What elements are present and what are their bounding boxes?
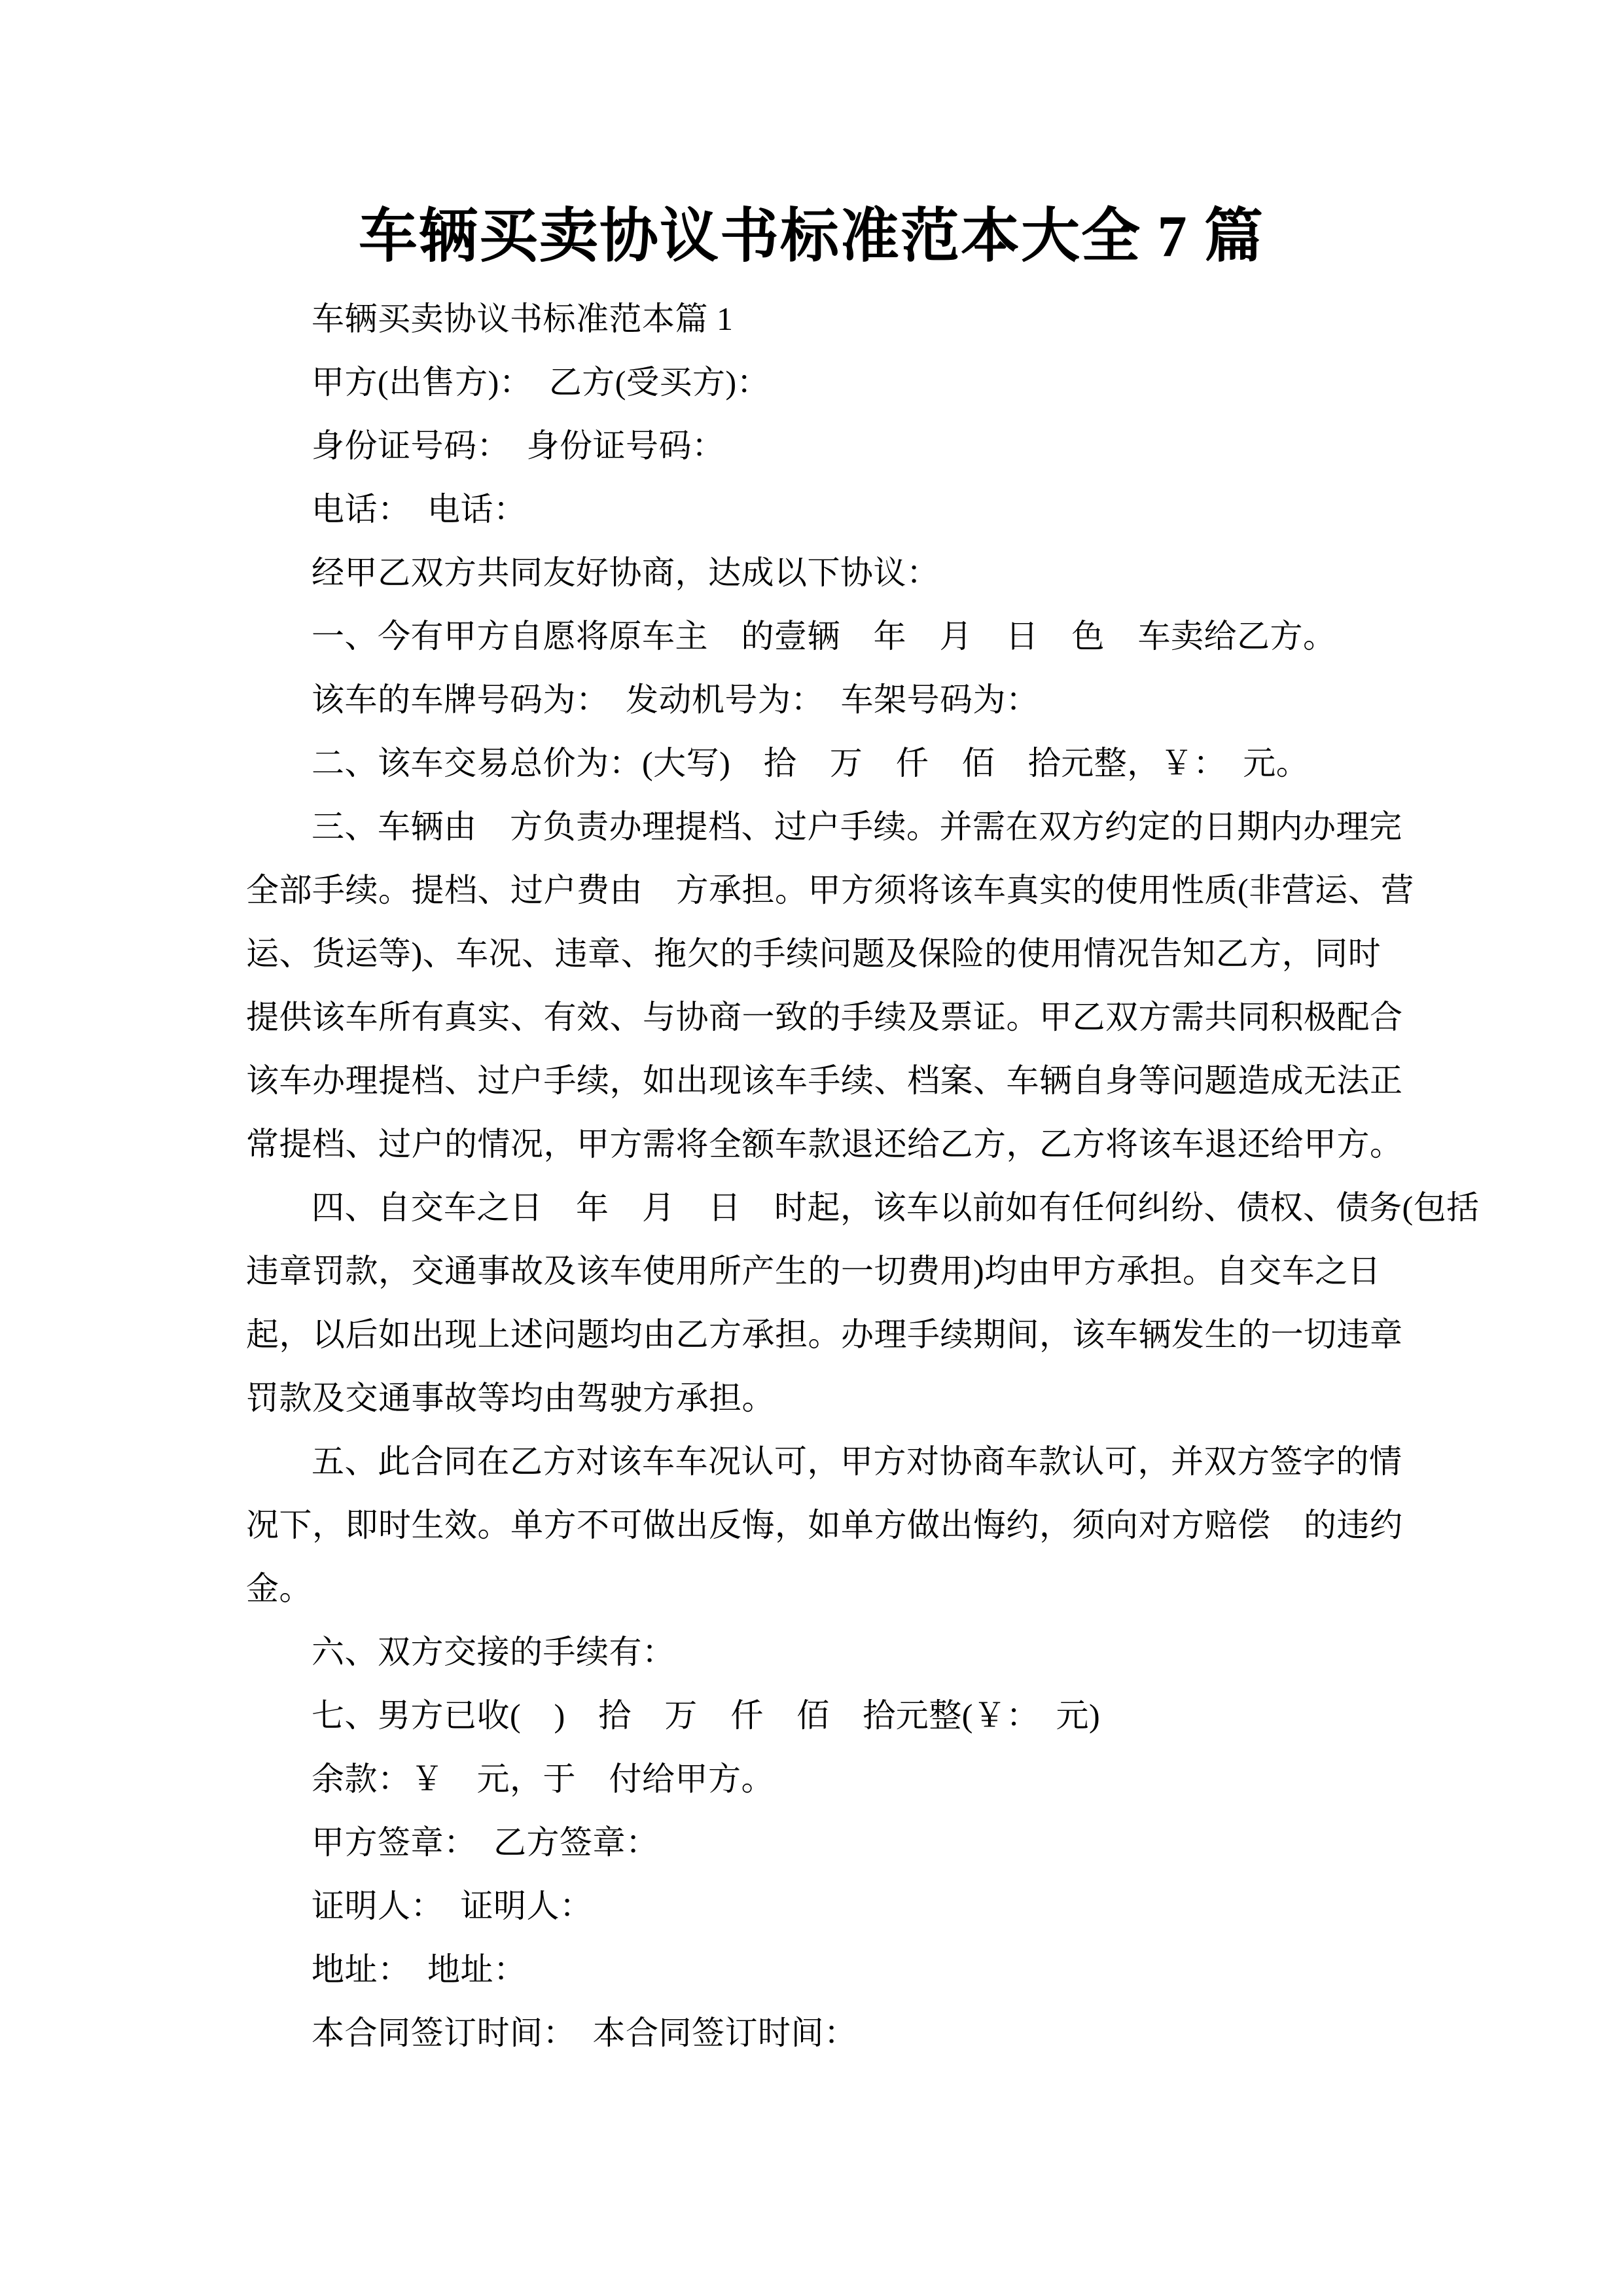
document-body xyxy=(0,287,1623,2065)
text-line: 常提档、过户的情况，甲方需将全额车款退还给乙方，乙方将该车退还给甲方。 xyxy=(246,1126,1403,1162)
document-title: 车辆买卖协议书标准范本大全 7 篇 xyxy=(359,204,1264,269)
paragraph-clause-7-received-payment xyxy=(246,1684,1385,1748)
text-line: 该车办理提档、过户手续，如出现该车手续、档案、车辆自身等问题造成无法正 xyxy=(246,1062,1403,1099)
paragraph-vehicle-ids xyxy=(246,668,1385,732)
text-line: 本合同签订时间： 本合同签订时间： xyxy=(312,2015,857,2051)
text-line: 四、自交车之日 年 月 日 时起，该车以前如有任何纠纷、债权、债务(包括 xyxy=(312,1189,1480,1226)
paragraph-clause-1-sale xyxy=(246,605,1385,668)
text-line: 提供该车所有真实、有效、与协商一致的手续及票证。甲乙双方需共同积极配合 xyxy=(246,999,1403,1035)
text-line: 金。 xyxy=(246,1570,312,1607)
paragraph-clause-2-price xyxy=(246,732,1385,795)
text-line: 经甲乙双方共同友好协商，达成以下协议： xyxy=(312,554,940,591)
paragraph-clause-5-effectiveness xyxy=(246,1430,1403,1621)
text-line: 罚款及交通事故等均由驾驶方承担。 xyxy=(246,1380,775,1416)
paragraph-balance-payment xyxy=(246,1748,1385,1811)
text-line: 甲方签章： 乙方签章： xyxy=(312,1824,659,1861)
text-line: 运、货运等)、车况、违章、拖欠的手续问题及保险的使用情况告知乙方，同时 xyxy=(246,935,1382,972)
paragraph-id-numbers xyxy=(246,414,1385,478)
text-line: 全部手续。提档、过户费由 方承担。甲方须将该车真实的使用性质(非营运、营 xyxy=(246,872,1414,908)
paragraph-clause-6-handover xyxy=(246,1621,1385,1684)
text-line: 况下，即时生效。单方不可做出反悔，如单方做出悔约，须向对方赔偿 的违约 xyxy=(246,1507,1403,1543)
paragraph-preamble xyxy=(246,541,1385,605)
text-line: 三、车辆由 方负责办理提档、过户手续。并需在双方约定的日期内办理完 xyxy=(312,808,1402,845)
paragraph-parties xyxy=(246,351,1385,414)
text-line: 五、此合同在乙方对该车车况认可，甲方对协商车款认可，并双方签字的情 xyxy=(312,1443,1402,1480)
text-line: 该车的车牌号码为： 发动机号为： 车架号码为： xyxy=(312,681,1039,718)
text-line: 一、今有甲方自愿将原车主 的壹辆 年 月 日 色 车卖给乙方。 xyxy=(312,618,1336,655)
paragraph-clause-4-liability xyxy=(246,1176,1480,1430)
paragraph-signatures xyxy=(246,1811,1385,1874)
text-line: 起，以后如出现上述问题均由乙方承担。办理手续期间，该车辆发生的一切违章 xyxy=(246,1316,1403,1353)
paragraph-phones xyxy=(246,478,1385,541)
text-line: 地址： 地址： xyxy=(312,1951,527,1988)
text-line: 七、男方已收( ) 拾 万 仟 佰 拾元整(￥： 元) xyxy=(312,1697,1101,1734)
paragraph-signing-dates xyxy=(246,2001,1385,2065)
text-line: 车辆买卖协议书标准范本篇 1 xyxy=(312,300,734,337)
paragraph-addresses xyxy=(246,1938,1385,2001)
text-line: 身份证号码： 身份证号码： xyxy=(312,427,725,464)
text-line: 电话： 电话： xyxy=(312,491,527,528)
text-line: 六、双方交接的手续有： xyxy=(312,1634,675,1670)
paragraph-clause-3-transfer xyxy=(246,795,1414,1176)
paragraph-witnesses xyxy=(246,1874,1385,1938)
text-line: 证明人： 证明人： xyxy=(312,1888,593,1924)
text-line: 余款：￥ 元，于 付给甲方。 xyxy=(312,1761,774,1797)
paragraph-template-heading xyxy=(246,287,1385,351)
text-line: 二、该车交易总价为：(大写) 拾 万 仟 佰 拾元整，￥： 元。 xyxy=(312,745,1310,781)
text-line: 甲方(出售方)： 乙方(受买方)： xyxy=(312,364,770,401)
text-line: 违章罚款，交通事故及该车使用所产生的一切费用)均由甲方承担。自交车之日 xyxy=(246,1253,1382,1289)
